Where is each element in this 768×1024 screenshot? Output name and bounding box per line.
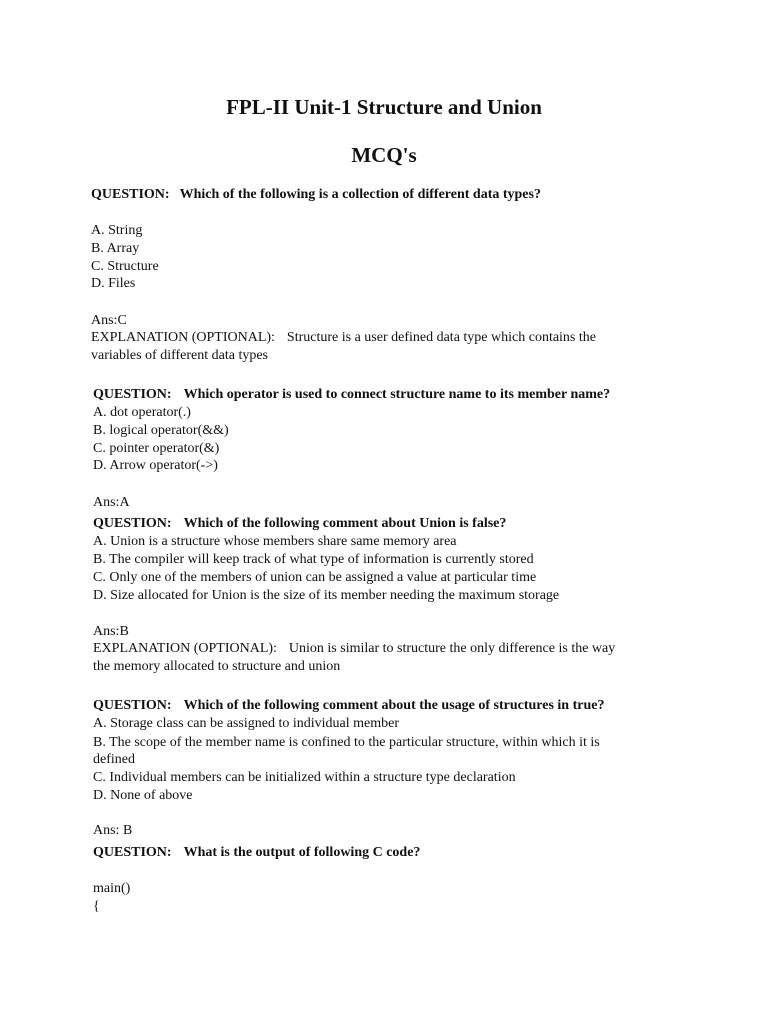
answer: Ans: B — [93, 823, 133, 838]
explanation-continued: variables of different data types — [91, 348, 269, 363]
option-c: C. Only one of the members of union can be assigned a value at particular time — [93, 570, 537, 585]
explanation — [93, 640, 615, 658]
answer: Ans:A — [93, 495, 130, 510]
option-b: B. The scope of the member name is confined to the particular structure, within which it is — [93, 735, 600, 750]
question-2 — [93, 386, 610, 404]
code-line: { — [93, 899, 100, 914]
option-c: C. Individual members can be initialized within a structure type declaration — [93, 770, 516, 785]
document-title: FPL-II Unit-1 Structure and Union — [226, 95, 542, 119]
explanation-label: EXPLANATION (OPTIONAL): — [91, 330, 275, 345]
option-b: B. logical operator(&&) — [93, 423, 229, 438]
question-label: QUESTION: — [93, 387, 172, 402]
option-a: A. dot operator(.) — [93, 405, 191, 420]
option-b: B. Array — [91, 241, 140, 256]
option-d: D. None of above — [93, 788, 193, 803]
code-line: main() — [93, 881, 131, 896]
question-text: Which operator is used to connect structure name to its member name? — [183, 387, 611, 402]
option-c: C. pointer operator(&) — [93, 441, 220, 456]
answer: Ans:B — [93, 624, 129, 639]
question-text: Which of the following comment about the usage of structures in true? — [183, 698, 605, 713]
question-3 — [93, 515, 506, 533]
question-label: QUESTION: — [93, 698, 172, 713]
question-text: Which of the following comment about Union is false? — [183, 516, 507, 531]
option-b-continued: defined — [93, 752, 135, 767]
explanation-text: Union is similar to structure the only difference is the way — [288, 641, 616, 656]
question-label: QUESTION: — [93, 516, 172, 531]
option-a: A. String — [91, 223, 143, 238]
option-d: D. Arrow operator(->) — [93, 458, 218, 473]
question-4 — [93, 697, 604, 715]
question-label: QUESTION: — [91, 187, 170, 202]
question-text: What is the output of following C code? — [183, 845, 421, 860]
option-a: A. Storage class can be assigned to individual member — [93, 716, 399, 731]
option-b: B. The compiler will keep track of what type of information is currently stored — [93, 552, 534, 567]
explanation — [91, 329, 596, 347]
question-label: QUESTION: — [93, 845, 172, 860]
option-d: D. Files — [91, 276, 136, 291]
question-1 — [91, 186, 541, 204]
answer: Ans:C — [91, 313, 127, 328]
explanation-text: Structure is a user defined data type which contains the — [286, 330, 596, 345]
document-subtitle: MCQ's — [351, 143, 417, 167]
question-5 — [93, 844, 420, 862]
explanation-continued: the memory allocated to structure and union — [93, 659, 341, 674]
option-a: A. Union is a structure whose members share same memory area — [93, 534, 457, 549]
explanation-label: EXPLANATION (OPTIONAL): — [93, 641, 277, 656]
option-d: D. Size allocated for Union is the size of its member needing the maximum storage — [93, 588, 560, 603]
question-text: Which of the following is a collection of different data types? — [179, 187, 541, 202]
option-c: C. Structure — [91, 259, 159, 274]
